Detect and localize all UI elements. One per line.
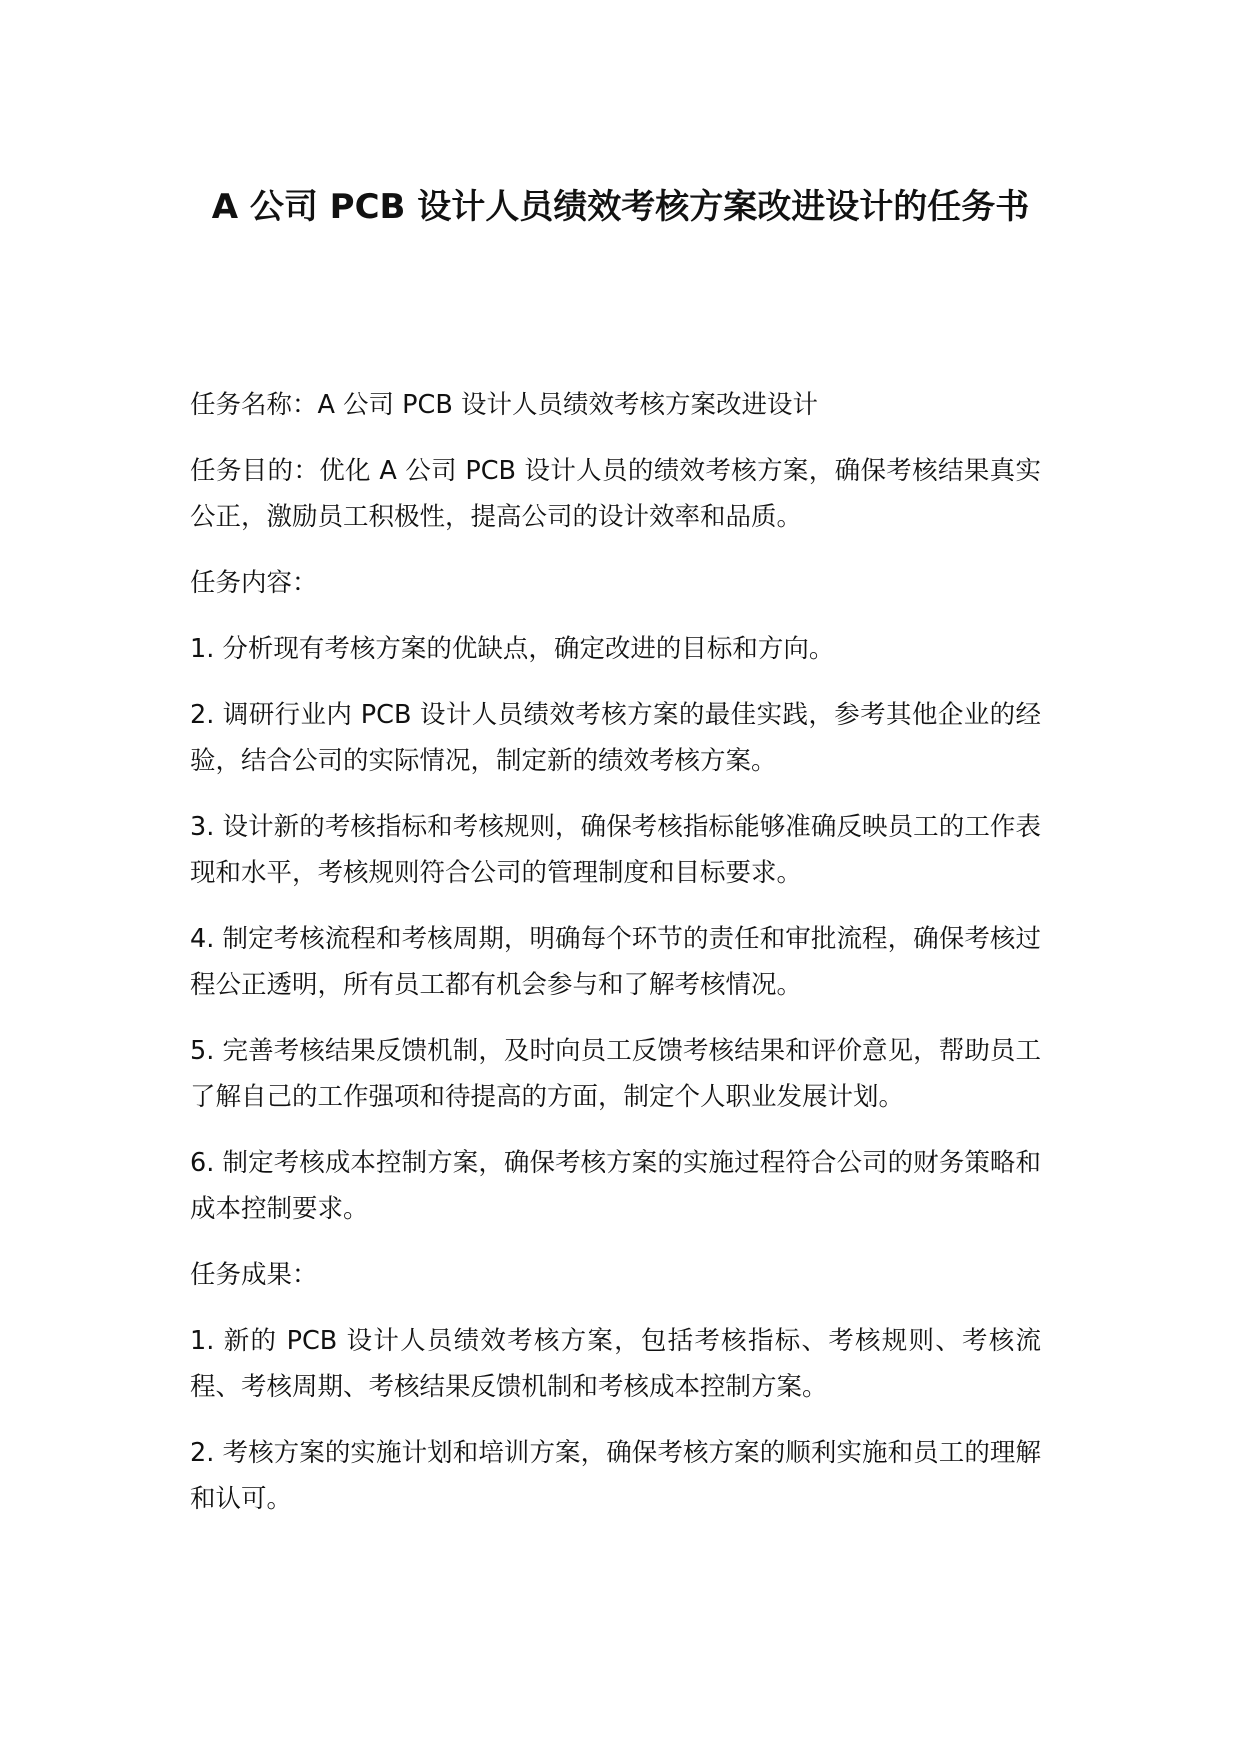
task-name-paragraph: 任务名称：A 公司 PCB 设计人员绩效考核方案改进设计 [190,390,818,420]
task-result-item-2: 2. 考核方案的实施计划和培训方案，确保考核方案的顺利实施和员工的理解和认可。 [190,1438,1041,1514]
task-content-item-3: 3. 设计新的考核指标和考核规则，确保考核指标能够准确反映员工的工作表现和水平，考核规则符合公司的管理制度和目标要求。 [190,812,1041,888]
task-content-heading: 任务内容： [190,568,318,598]
task-results-heading: 任务成果： [190,1260,318,1290]
document-title: A 公司 PCB 设计人员绩效考核方案改进设计的任务书 [211,187,1030,227]
task-content-item-1: 1. 分析现有考核方案的优缺点，确定改进的目标和方向。 [190,634,835,664]
task-content-item-5: 5. 完善考核结果反馈机制，及时向员工反馈考核结果和评价意见，帮助员工了解自己的工作强项和待提高的方面，制定个人职业发展计划。 [190,1036,1041,1112]
task-result-item-1: 1. 新的 PCB 设计人员绩效考核方案，包括考核指标、考核规则、考核流程、考核周期、考核结果反馈机制和考核成本控制方案。 [190,1326,1041,1402]
task-content-item-6: 6. 制定考核成本控制方案，确保考核方案的实施过程符合公司的财务策略和成本控制要求。 [190,1148,1041,1224]
document-body [190,382,1041,1542]
task-content-item-4: 4. 制定考核流程和考核周期，明确每个环节的责任和审批流程，确保考核过程公正透明，所有员工都有机会参与和了解考核情况。 [190,924,1041,1000]
task-content-item-2: 2. 调研行业内 PCB 设计人员绩效考核方案的最佳实践，参考其他企业的经验，结合公司的实际情况，制定新的绩效考核方案。 [190,700,1041,776]
task-purpose-paragraph: 任务目的：优化 A 公司 PCB 设计人员的绩效考核方案，确保考核结果真实公正，激励员工积极性，提高公司的设计效率和品质。 [190,456,1041,532]
